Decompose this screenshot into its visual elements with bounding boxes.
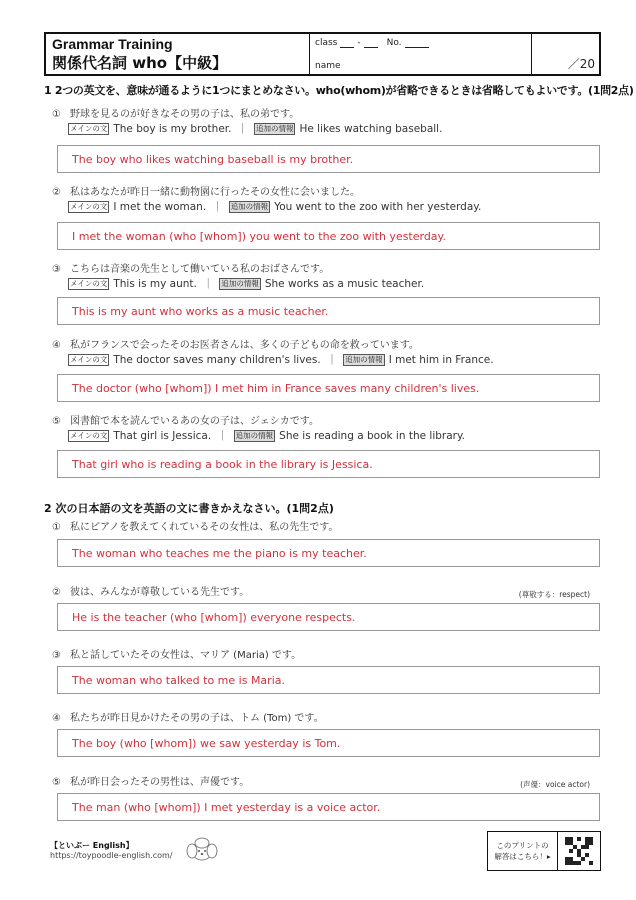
jp-sentence: 私が昨日会ったその男性は、声優です。 — [70, 777, 250, 788]
item-number: ④ — [52, 340, 61, 351]
worksheet-header — [44, 32, 601, 76]
jp-sentence: 私と話していたその女性は、マリア (Maria) です。 — [70, 650, 302, 661]
main-sentence: That girl is Jessica. — [113, 430, 212, 442]
answer-box[interactable]: This is my aunt who works as a music teacher. — [57, 297, 600, 325]
main-sentence-tag: メインの文 — [70, 124, 108, 133]
answer-link-box[interactable] — [487, 831, 601, 871]
extra-info-tag: 追加の情報 — [230, 202, 269, 211]
class-dash: - — [357, 38, 361, 48]
jp-sentence: 野球を見るのが好きなその男の子は、私の弟です。 — [70, 109, 300, 120]
title-jp: 関係代名詞 who【中級】 — [52, 54, 228, 72]
site-url[interactable]: https://toypoodle-english.com/ — [50, 851, 173, 860]
class-blank-2[interactable] — [364, 38, 378, 48]
class-blank[interactable] — [340, 38, 354, 48]
separator: ｜ — [237, 123, 248, 135]
student-info-cell — [310, 34, 532, 74]
separator: ｜ — [217, 430, 228, 442]
jp-sentence: 図書館で本を読んでいるあの女の子は、ジェシカです。 — [70, 416, 319, 427]
main-sentence-tag: メインの文 — [70, 431, 108, 440]
s1-item-2 — [52, 186, 481, 214]
answer-box[interactable]: I met the woman (who [whom]) you went to the zoo with yesterday. — [57, 222, 600, 250]
answer-box[interactable]: That girl who is reading a book in the library is Jessica. — [57, 450, 600, 478]
answer-box[interactable]: He is the teacher (who [whom]) everyone respects. — [57, 603, 600, 631]
qr-code-icon[interactable] — [558, 832, 600, 870]
separator: ｜ — [202, 278, 214, 290]
extra-info-tag: 追加の情報 — [345, 355, 383, 364]
title-en: Grammar Training — [52, 36, 173, 52]
item-number: ③ — [52, 650, 61, 661]
s1-item-1 — [52, 108, 442, 136]
extra-info-tag: 追加の情報 — [221, 279, 259, 288]
class-label: class — [315, 38, 338, 48]
s2-item-2 — [52, 586, 249, 600]
jp-sentence: こちらは音楽の先生として働いている私のおばさんです。 — [70, 264, 330, 275]
extra-info-tag: 追加の情報 — [255, 124, 294, 133]
name-label: name — [315, 61, 341, 71]
s2-item-3 — [52, 649, 301, 663]
vocab-hint: (尊敬する：respect) — [518, 590, 590, 599]
score-cell — [532, 34, 599, 74]
item-number: ② — [52, 587, 61, 598]
extra-sentence: She is reading a book in the library. — [279, 430, 466, 442]
extra-sentence: You went to the zoo with her yesterday. — [274, 201, 482, 213]
poodle-logo-icon — [185, 836, 219, 864]
main-sentence: I met the woman. — [113, 201, 207, 213]
answer-box[interactable]: The boy (who [whom]) we saw yesterday is Tom. — [57, 729, 600, 757]
jp-sentence: 彼は、みんなが尊敬している先生です。 — [70, 587, 250, 598]
answer-link-line2: 解答はこちら！▸ — [494, 852, 551, 861]
extra-sentence: He likes watching baseball. — [299, 123, 443, 135]
main-sentence-tag: メインの文 — [70, 355, 108, 364]
jp-sentence: 私がフランスで会ったそのお医者さんは、多くの子どもの命を救っています。 — [70, 340, 419, 351]
s2-item-5 — [52, 776, 249, 790]
jp-sentence: 私たちが昨日見かけたその男の子は、トム (Tom) です。 — [70, 713, 324, 724]
item-number: ⑤ — [52, 777, 61, 788]
s1-item-3 — [52, 263, 424, 291]
s1-item-4 — [52, 339, 494, 367]
answer-box[interactable]: The doctor (who [whom]) I met him in France saves many children's lives. — [57, 374, 600, 402]
item-number: ③ — [52, 264, 61, 275]
separator: ｜ — [212, 201, 223, 213]
separator: ｜ — [326, 354, 338, 366]
item-number: ⑤ — [52, 416, 61, 427]
item-number: ① — [52, 522, 61, 533]
title-cell — [46, 34, 310, 74]
footer-brand — [50, 840, 173, 860]
score-total: ／20 — [567, 57, 595, 71]
section1-title: 1 2つの英文を、意味が通るように1つにまとめなさい。who(whom)が省略できるときは省略してもよいです。(1問2点) — [44, 84, 634, 97]
answer-link-line1: このプリントの — [496, 841, 549, 850]
answer-box[interactable]: The woman who teaches me the piano is my teacher. — [57, 539, 600, 567]
main-sentence-tag: メインの文 — [70, 279, 108, 288]
main-sentence: The boy is my brother. — [113, 123, 232, 135]
jp-sentence: 私にピアノを教えてくれているその女性は、私の先生です。 — [70, 522, 339, 533]
answer-box[interactable]: The boy who likes watching baseball is my brother. — [57, 145, 600, 173]
answer-link-text — [488, 832, 558, 870]
item-number: ① — [52, 109, 61, 120]
item-number: ④ — [52, 713, 61, 724]
no-label: No. — [386, 38, 402, 48]
extra-sentence: She works as a music teacher. — [264, 278, 425, 290]
item-number: ② — [52, 187, 61, 198]
s2-item-1 — [52, 521, 338, 535]
answer-box[interactable]: The woman who talked to me is Maria. — [57, 666, 600, 694]
answer-box[interactable]: The man (who [whom]) I met yesterday is a voice actor. — [57, 793, 600, 821]
no-blank[interactable] — [405, 38, 429, 48]
main-sentence: The doctor saves many children's lives. — [113, 354, 321, 366]
vocab-hint: (声優：voice actor) — [520, 780, 590, 789]
s2-item-4 — [52, 712, 324, 726]
main-sentence: This is my aunt. — [113, 278, 197, 290]
main-sentence-tag: メインの文 — [70, 202, 108, 211]
extra-sentence: I met him in France. — [388, 354, 494, 366]
extra-info-tag: 追加の情報 — [235, 431, 274, 440]
s1-item-5 — [52, 415, 465, 443]
brand-name: 【といぷー English】 — [50, 841, 134, 850]
section2-title: 2 次の日本語の文を英語の文に書きかえなさい。(1問2点) — [44, 502, 334, 515]
jp-sentence: 私はあなたが昨日一緒に動物園に行ったその女性に会いました。 — [70, 187, 360, 198]
